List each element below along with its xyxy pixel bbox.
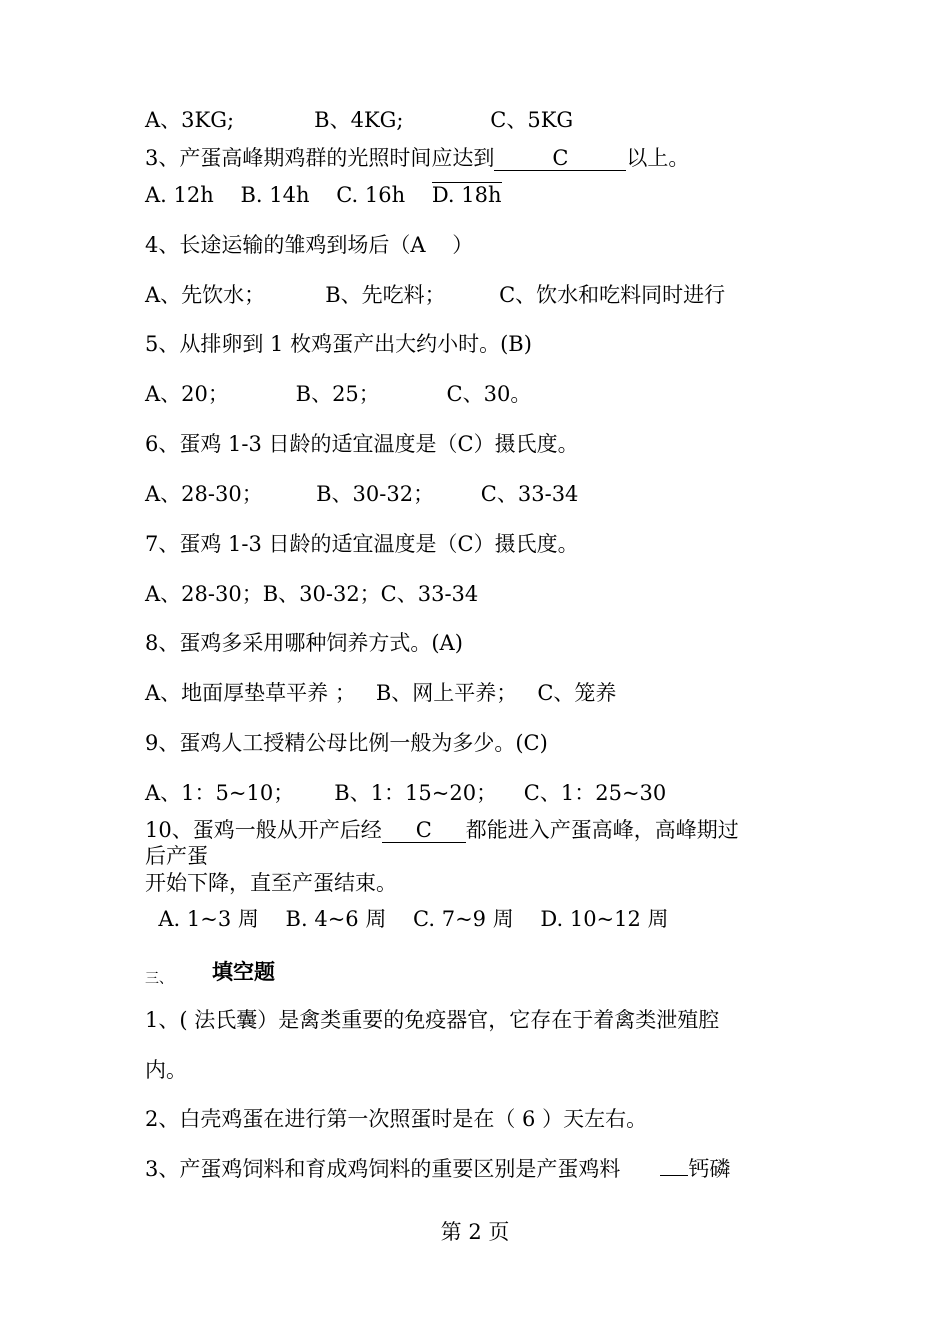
q6-question: 6、蛋鸡 1-3 日龄的适宜温度是（C）摄氏度。 <box>145 432 579 456</box>
q3-option-d: D. 18h <box>431 183 502 207</box>
f3-prefix: 3、产蛋鸡饲料和育成鸡饲料的重要区别是产蛋鸡料 <box>145 1157 661 1181</box>
section-title: 填空题 <box>212 960 275 984</box>
f3-question <box>145 1156 730 1182</box>
q10-options: A. 1~3 周 B. 4~6 周 C. 7~9 周 D. 10~12 周 <box>145 907 669 931</box>
q4-options: A、先饮水； B、先吃料； C、饮水和吃料同时进行 <box>145 283 726 307</box>
q10-line3: 开始下降，直至产蛋结束。 <box>145 871 397 895</box>
f3-blank <box>660 1175 688 1176</box>
q3-prefix: 3、产蛋高峰期鸡群的光照时间应达到 <box>145 146 495 170</box>
f2-question: 2、白壳鸡蛋在进行第一次照蛋时是在（ 6 ）天左右。 <box>145 1107 648 1131</box>
q10-answer-blank: C <box>382 818 466 843</box>
q8-question: 8、蛋鸡多采用哪种饲养方式。(A) <box>145 631 463 655</box>
q8-options: A、地面厚垫草平养 ； B、网上平养； C、笼养 <box>145 681 617 705</box>
section-number: 三、 <box>145 971 173 987</box>
q5-options: A、20； B、25； C、30。 <box>145 382 532 406</box>
f1-line2: 内。 <box>145 1058 187 1082</box>
q3-answer-blank: C <box>494 146 626 171</box>
q10-suffix: 都能进入产蛋高峰，高峰期过 <box>465 818 739 842</box>
q3-question <box>145 145 689 171</box>
page-footer: 第 2 页 <box>440 1220 510 1244</box>
q10-question <box>145 817 739 843</box>
f3-suffix: 钙磷 <box>688 1157 731 1181</box>
q10-line2: 后产蛋 <box>145 844 208 868</box>
q9-options: A、1：5~10； B、1：15~20； C、1：25~30 <box>145 781 667 805</box>
q9-question: 9、蛋鸡人工授精公母比例一般为多少。(C) <box>145 731 548 755</box>
q10-prefix: 10、蛋鸡一般从开产后经 <box>145 818 382 842</box>
f1-line1: 1、( 法氏囊）是禽类重要的免疫器官，它存在于着禽类泄殖腔 <box>145 1008 720 1032</box>
q4-question: 4、长途运输的雏鸡到场后（A ） <box>145 233 474 257</box>
q5-question: 5、从排卵到 1 枚鸡蛋产出大约小时。(B) <box>145 332 532 356</box>
q2-options: A、3KG; B、4KG; C、5KG <box>145 108 574 132</box>
q6-options: A、28-30； B、30-32； C、33-34 <box>145 482 579 506</box>
q7-options: A、28-30；B、30-32；C、33-34 <box>145 582 479 606</box>
q7-question: 7、蛋鸡 1-3 日龄的适宜温度是（C）摄氏度。 <box>145 532 579 556</box>
q3-options <box>145 182 502 208</box>
q3-options-prefix: A. 12h B. 14h C. 16h <box>145 183 432 207</box>
q3-suffix: 以上。 <box>626 146 690 170</box>
